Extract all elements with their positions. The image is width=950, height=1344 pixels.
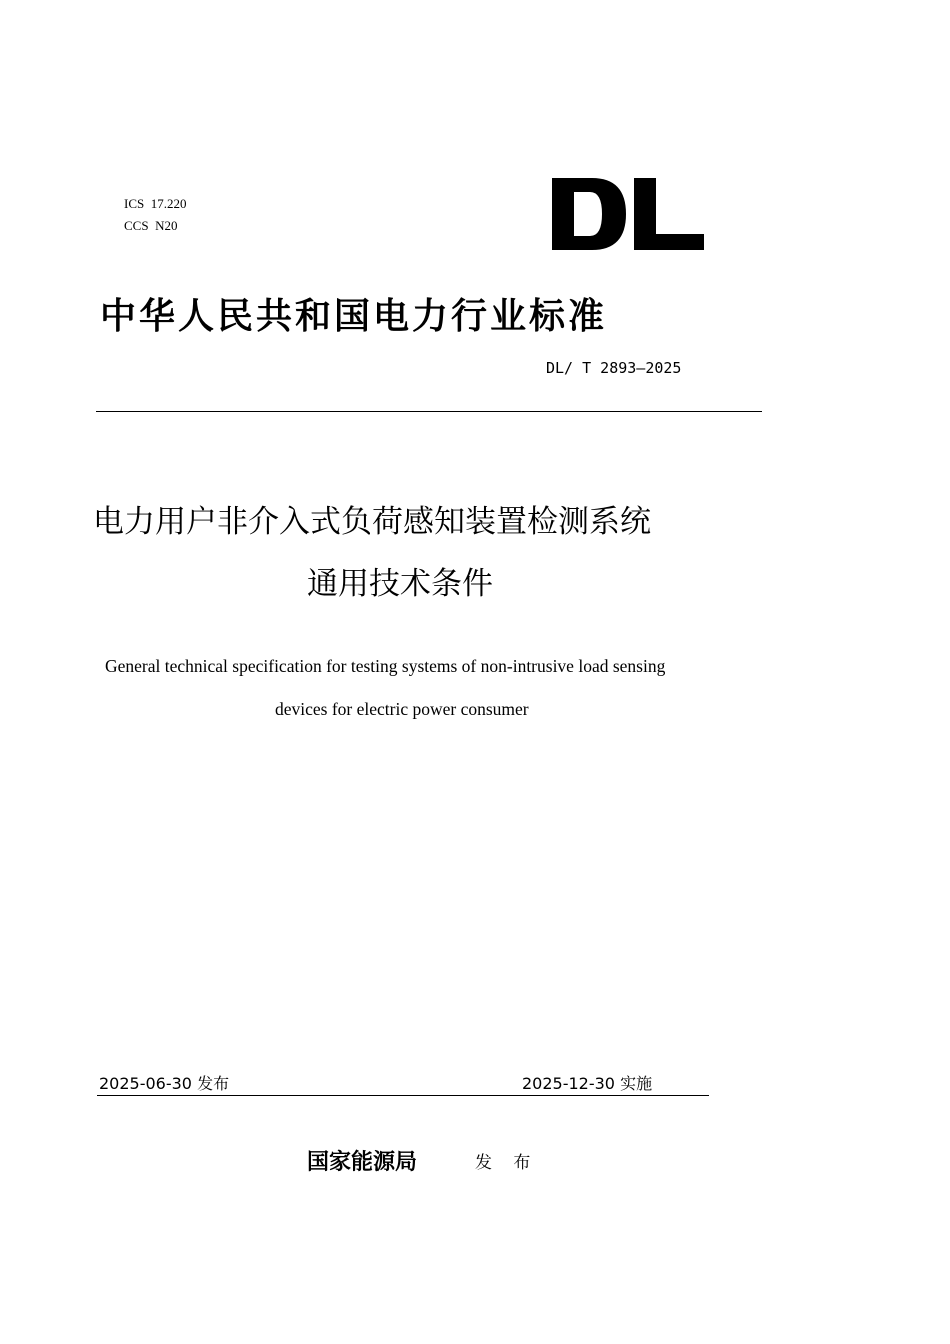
title-en-line1: General technical specification for testing systems of non-intrusive load sensing	[105, 656, 666, 676]
implementation-date: 2025-12-30 实施	[522, 1074, 653, 1093]
standard-type-title: 中华人民共和国电力行业标准	[100, 296, 608, 337]
publisher-name: 国家能源局	[307, 1150, 418, 1175]
title-cn-line1: 电力用户非介入式负荷感知装置检测系统	[93, 504, 651, 540]
issue-date: 2025-06-30 发布	[99, 1074, 230, 1093]
classification-codes	[124, 193, 186, 237]
title-en-line2: devices for electric power consumer	[275, 699, 529, 719]
title-cn-line2: 通用技术条件	[307, 566, 493, 602]
dl-logo	[548, 174, 708, 254]
ics-code: ICS 17.220	[124, 196, 187, 211]
publish-label: 发 布	[475, 1153, 539, 1173]
date-bar	[97, 1073, 709, 1096]
ccs-code: CCS N20	[124, 218, 178, 233]
standard-number: DL/ T 2893—2025	[546, 359, 682, 377]
header-divider	[96, 411, 762, 412]
